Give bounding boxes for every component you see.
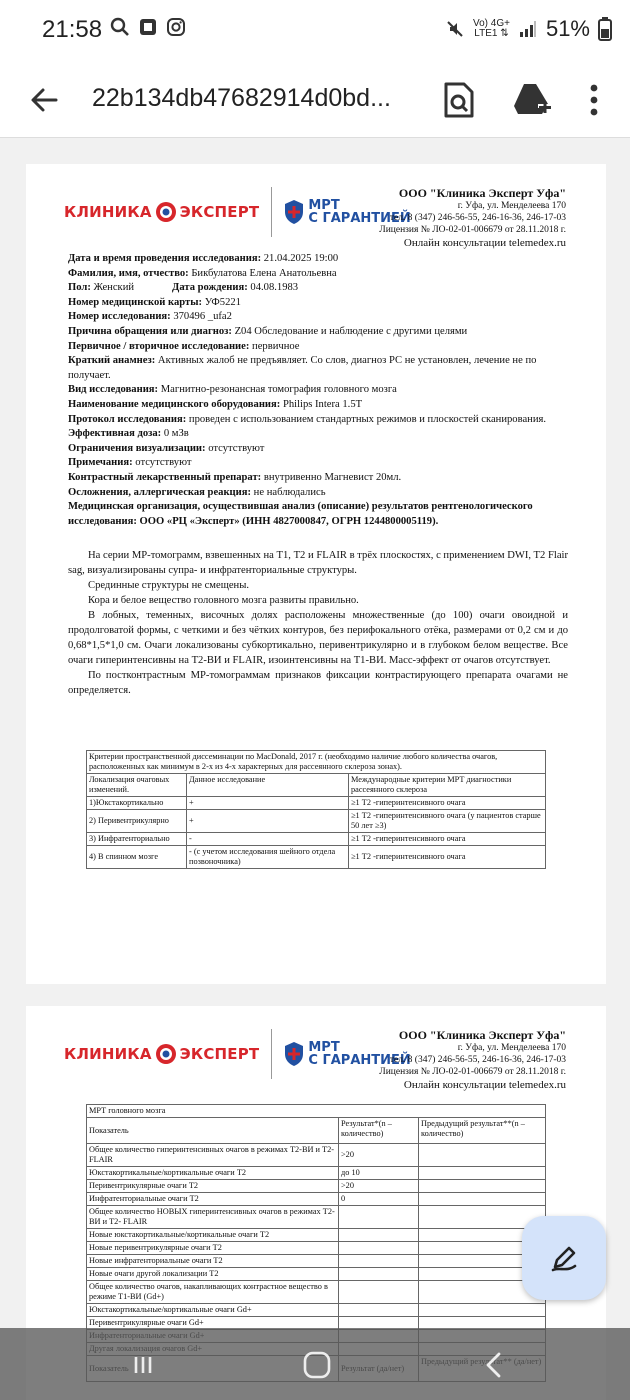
table-cell xyxy=(339,1229,419,1242)
battery-icon xyxy=(598,17,612,41)
org-name: ООО "Клиника Эксперт Уфа" xyxy=(398,1028,566,1042)
recents-icon[interactable] xyxy=(126,1348,160,1382)
org-name: ООО "Клиника Эксперт Уфа" xyxy=(398,186,566,200)
table-cell: 0 xyxy=(339,1193,419,1206)
document-title: 22b134db47682914d0bd... xyxy=(92,84,391,112)
findings-paragraph: На серии МР-томограмм, взвешенных на Т1, Т2 и FLAIR в трёх плоскостях, с применением DWI, T2 Flair sag, визуализированы супра- и инфратенториальные структуры. xyxy=(68,550,568,576)
field-organization: Медицинская организация, осуществившая анализ (описание) результатов рентгенологического исследования: ООО «РЦ «Эксперт» (ИНН 4827000847, ОГРН 1244800005119). xyxy=(68,501,533,527)
table-row xyxy=(87,1180,546,1193)
logo-divider xyxy=(271,1029,272,1079)
table-row xyxy=(87,833,546,846)
table-cell: Новые инфратенториальные очаги Т2 xyxy=(87,1255,339,1268)
home-icon[interactable] xyxy=(300,1348,334,1382)
back-nav-icon[interactable] xyxy=(478,1348,512,1382)
field-sex: Пол: Женский Дата рождения: 04.08.1983 xyxy=(68,282,299,294)
findings-paragraph: В лобных, теменных, височных долях расположены множественные (до 100) очаги овоидной и продолговатой формы, с четкими и без чётких контуров, без перифокального отёка, размерами от 0,2 см и до 0,68*1,5*1,0 см. Очаги локализованы субкортикально, перивентрикулярно и в глубоком белом веществе. Все очаги гиперинтенсивны на Т2-ВИ и FLAIR, изоинтенсивны на Т1-ВИ. Масс-эффект от очагов отсутствует. xyxy=(68,610,568,666)
field-complications: Осложнения, аллергическая реакция: не наблюдались xyxy=(68,486,326,498)
app-bar xyxy=(0,64,630,138)
macdonald-table xyxy=(86,750,546,869)
table-cell xyxy=(419,1180,546,1193)
clinic-logo-icon xyxy=(155,201,177,223)
system-nav-bar xyxy=(0,1328,630,1400)
table-row xyxy=(87,1167,546,1180)
table-cell: Перивентрикулярные очаги Gd+ xyxy=(87,1317,339,1330)
table-cell xyxy=(339,1281,419,1304)
edit-fab-button[interactable] xyxy=(522,1216,606,1300)
table-cell xyxy=(339,1268,419,1281)
table-cell: Юкстакортикальные/кортикальные очаги Gd+ xyxy=(87,1304,339,1317)
notification-icons xyxy=(110,17,186,37)
table-row xyxy=(87,1281,546,1304)
table-row xyxy=(87,1268,546,1281)
online-consult: Онлайн консультации telemedex.ru xyxy=(403,237,566,249)
clinic-logo-icon xyxy=(155,1043,177,1065)
document-search-icon[interactable] xyxy=(440,80,478,120)
table-row xyxy=(87,1144,546,1167)
table-cell xyxy=(339,1255,419,1268)
document-page-1 xyxy=(26,164,606,984)
mrt-line2: С ГАРАНТИЕЙ xyxy=(308,1053,411,1068)
table-cell: - xyxy=(187,833,349,846)
brand-right: ЭКСПЕРТ xyxy=(179,203,260,221)
table-cell: >20 xyxy=(339,1144,419,1167)
table-cell: Юкстакортикальные/кортикальные очаги Т2 xyxy=(87,1167,339,1180)
table-cell: + xyxy=(187,810,349,833)
table-row xyxy=(87,1242,546,1255)
org-license: Лицензия № ЛО-02-01-006679 от 28.11.2018 г. xyxy=(379,1067,566,1077)
org-license: Лицензия № ЛО-02-01-006679 от 28.11.2018 г. xyxy=(379,225,566,235)
more-vert-icon[interactable] xyxy=(584,82,604,118)
table-cell: Новые перивентрикулярные очаги Т2 xyxy=(87,1242,339,1255)
table-row xyxy=(87,810,546,833)
table-row xyxy=(87,1193,546,1206)
brand-left: КЛИНИКА xyxy=(64,203,152,221)
table-cell: Общее количество гиперинтенсивных очагов в режимах Т2-ВИ и Т2-FLAIR xyxy=(87,1144,339,1167)
org-address: г. Уфа, ул. Менделеева 170 xyxy=(457,201,566,211)
table-cell: ≥1 Т2 -гиперинтенсивного очага xyxy=(349,846,546,869)
table-header-row xyxy=(87,1118,546,1144)
online-consult: Онлайн консультации telemedex.ru xyxy=(403,1079,566,1091)
table-row xyxy=(87,797,546,810)
table-cell: Новые юкстакортикальные/кортикальные очаги Т2 xyxy=(87,1229,339,1242)
field-notes: Примечания: отсутствуют xyxy=(68,457,192,469)
field-study-type: Вид исследования: Магнитно-резонансная томография головного мозга xyxy=(68,384,397,396)
table-row xyxy=(87,1206,546,1229)
shield-icon xyxy=(284,199,304,225)
mrt-line1: МРТ xyxy=(308,198,340,213)
table-cell: ≥1 Т2 -гиперинтенсивного очага (у пациентов старше 50 лет ≥3) xyxy=(349,810,546,833)
field-primary: Первичное / вторичное исследование: первичное xyxy=(68,340,300,352)
table-cell xyxy=(339,1206,419,1229)
field-card: Номер медицинской карты: УФ5221 xyxy=(68,296,241,308)
status-time: 21:58 xyxy=(42,16,103,43)
field-reason: Причина обращения или диагноз: Z04 Обследование и наблюдение с другими целями xyxy=(68,325,468,337)
table-cell: Инфратенториальные очаги Т2 xyxy=(87,1193,339,1206)
table-cell: 4) В спинном мозге xyxy=(87,846,187,869)
mrt-table-caption: МРТ головного мозга xyxy=(87,1105,546,1118)
mrt-line1: МРТ xyxy=(308,1040,340,1055)
search-icon xyxy=(110,17,130,37)
org-address: г. Уфа, ул. Менделеева 170 xyxy=(457,1043,566,1053)
findings-paragraph: Кора и белое вещество головного мозга развиты правильно. xyxy=(88,595,359,606)
mrt-line2: С ГАРАНТИЕЙ xyxy=(308,211,411,226)
patient-fields xyxy=(68,252,568,529)
table-cell: 2) Перивентрикулярно xyxy=(87,810,187,833)
drive-add-icon[interactable] xyxy=(512,80,552,120)
macdonald-caption: Критерии пространственной диссеминации по MacDonald, 2017 г. (необходимо наличие любого количества очагов, расположенных как минимум в 2-х из 4-х характерных для рассеянного склероза зонах). xyxy=(87,751,546,774)
findings-text xyxy=(68,548,568,698)
system-indicators xyxy=(445,16,612,42)
table-cell: ≥1 Т2 -гиперинтенсивного очага xyxy=(349,797,546,810)
network-info xyxy=(473,19,510,39)
table-header: Предыдущий результат**(n – количество) xyxy=(419,1118,546,1144)
field-date: Дата и время проведения исследования: 21.04.2025 19:00 xyxy=(68,253,339,264)
clinic-contacts xyxy=(379,1028,566,1092)
table-row xyxy=(87,1255,546,1268)
mute-icon xyxy=(445,19,465,39)
table-cell: 1)Юкстакортикально xyxy=(87,797,187,810)
table-header: Результат*(n – количество) xyxy=(339,1118,419,1144)
edit-pen-icon xyxy=(547,1241,581,1275)
org-phones: тел. 8 (347) 246-56-55, 246-16-36, 246-17-03 xyxy=(389,1055,566,1065)
findings-paragraph: Срединные структуры не смещены. xyxy=(88,580,249,591)
field-equipment: Наименование медицинского оборудования: Philips Intera 1.5T xyxy=(68,398,363,410)
table-cell: до 10 xyxy=(339,1167,419,1180)
signal-icon xyxy=(518,19,538,39)
network-bottom: LTE1 ⇅ xyxy=(474,28,509,39)
table-cell xyxy=(339,1304,419,1317)
field-contrast: Контрастный лекарственный препарат: внутривенно Магневист 20мл. xyxy=(68,471,402,483)
battery-level: 51% xyxy=(545,16,590,41)
org-phones: тел. 8 (347) 246-56-55, 246-16-36, 246-17-03 xyxy=(389,213,566,223)
field-name: Фамилия, имя, отчество: Бикбулатова Елена Анатольевна xyxy=(68,267,337,279)
findings-paragraph: По постконтрастным МР-томограммам признаков фиксации контрастирующего препарата очагами не определяется. xyxy=(68,670,568,696)
table-header-row xyxy=(87,774,546,797)
office-icon xyxy=(138,17,158,37)
table-row xyxy=(87,846,546,869)
field-study-number: Номер исследования: 370496 _ufa2 xyxy=(68,311,232,323)
logo-divider xyxy=(271,187,272,237)
table-cell: Общее количество очагов, накапливающих контрастное вещество в режиме Т1-ВИ (Gd+) xyxy=(87,1281,339,1304)
brand-right: ЭКСПЕРТ xyxy=(179,1045,260,1063)
table-cell: + xyxy=(187,797,349,810)
table-header: Международные критерии МРТ диагностики рассеянного склероза xyxy=(349,774,546,797)
instagram-icon xyxy=(166,17,186,37)
table-cell: - (с учетом исследования шейного отдела позвоночника) xyxy=(187,846,349,869)
table-cell xyxy=(419,1304,546,1317)
table-cell: Общее количество НОВЫХ гиперинтенсивных очагов в режимах Т2-ВИ и Т2- FLAIR xyxy=(87,1206,339,1229)
field-anamnesis: Краткий анамнез: Активных жалоб не предъявляет. Со слов, диагноз РС не установлен, лечение не по получает. xyxy=(68,355,537,381)
back-arrow-icon[interactable] xyxy=(26,82,62,118)
field-protocol: Протокол исследования: проведен с использованием стандартных режимов и плоскостей сканирования. xyxy=(68,413,547,425)
shield-icon xyxy=(284,1041,304,1067)
status-bar xyxy=(0,0,630,64)
table-cell: >20 xyxy=(339,1180,419,1193)
clinic-logo xyxy=(64,1028,411,1080)
clinic-contacts xyxy=(379,186,566,250)
field-limits: Ограничения визуализации: отсутствуют xyxy=(68,442,265,454)
table-cell: Перивентрикулярные очаги Т2 xyxy=(87,1180,339,1193)
table-row xyxy=(87,1304,546,1317)
clinic-logo xyxy=(64,186,411,238)
table-header: Показатель xyxy=(87,1118,339,1144)
table-cell xyxy=(339,1242,419,1255)
table-row xyxy=(87,1229,546,1242)
network-top: Vo) 4G+ xyxy=(472,18,510,29)
table-cell xyxy=(419,1144,546,1167)
table-cell xyxy=(419,1167,546,1180)
table-cell xyxy=(419,1193,546,1206)
table-cell: ≥1 Т2 -гиперинтенсивного очага xyxy=(349,833,546,846)
brand-left: КЛИНИКА xyxy=(64,1045,152,1063)
field-dose: Эффективная доза: 0 мЗв xyxy=(68,428,189,440)
table-header: Локализация очаговых изменений. xyxy=(87,774,187,797)
table-header: Данное исследование xyxy=(187,774,349,797)
table-cell: Новые очаги другой локализации Т2 xyxy=(87,1268,339,1281)
table-cell: 3) Инфратенториально xyxy=(87,833,187,846)
